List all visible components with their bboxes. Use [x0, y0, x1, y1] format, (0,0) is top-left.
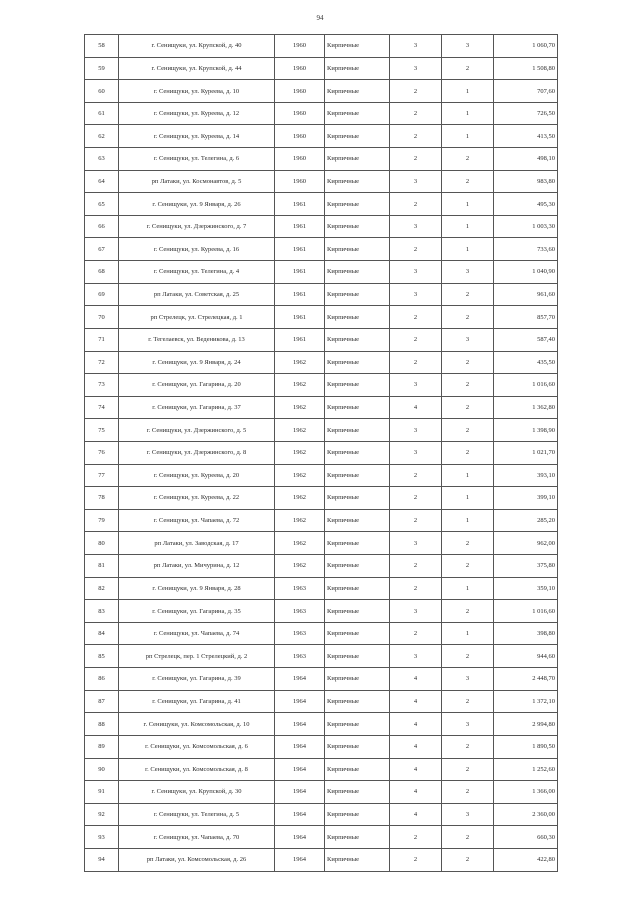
area-cell: 1 016,60 [494, 374, 558, 397]
area-cell: 1 508,80 [494, 57, 558, 80]
table-row [85, 193, 558, 216]
year-built-cell: 1960 [275, 170, 325, 193]
year-built-cell: 1960 [275, 80, 325, 103]
row-number-cell: 78 [85, 487, 119, 510]
wall-material-cell: Кирпичные [325, 193, 390, 216]
table-row [85, 419, 558, 442]
row-number-cell: 75 [85, 419, 119, 442]
area-cell: 660,30 [494, 826, 558, 849]
year-built-cell: 1961 [275, 306, 325, 329]
wall-material-cell: Кирпичные [325, 690, 390, 713]
entrances-cell: 1 [442, 487, 494, 510]
entrances-cell: 2 [442, 735, 494, 758]
year-built-cell: 1964 [275, 848, 325, 871]
table-row [85, 600, 558, 623]
row-number-cell: 73 [85, 374, 119, 397]
table-row [85, 215, 558, 238]
table-row [85, 238, 558, 261]
address-cell: г. Сенищуки, ул. Гагарина, д. 20 [119, 374, 275, 397]
table-row [85, 57, 558, 80]
row-number-cell: 91 [85, 781, 119, 804]
address-cell: г. Сенищуки, ул. Чапаева, д. 70 [119, 826, 275, 849]
floors-cell: 2 [390, 193, 442, 216]
row-number-cell: 82 [85, 577, 119, 600]
floors-cell: 4 [390, 396, 442, 419]
floors-cell: 2 [390, 328, 442, 351]
wall-material-cell: Кирпичные [325, 238, 390, 261]
housing-registry-table [84, 34, 558, 872]
row-number-cell: 88 [85, 713, 119, 736]
entrances-cell: 1 [442, 193, 494, 216]
row-number-cell: 69 [85, 283, 119, 306]
row-number-cell: 59 [85, 57, 119, 80]
year-built-cell: 1961 [275, 238, 325, 261]
floors-cell: 4 [390, 713, 442, 736]
entrances-cell: 2 [442, 645, 494, 668]
area-cell: 733,60 [494, 238, 558, 261]
area-cell: 495,30 [494, 193, 558, 216]
year-built-cell: 1962 [275, 396, 325, 419]
entrances-cell: 2 [442, 600, 494, 623]
area-cell: 1 060,70 [494, 35, 558, 58]
floors-cell: 3 [390, 532, 442, 555]
row-number-cell: 77 [85, 464, 119, 487]
entrances-cell: 3 [442, 328, 494, 351]
wall-material-cell: Кирпичные [325, 487, 390, 510]
entrances-cell: 3 [442, 713, 494, 736]
floors-cell: 4 [390, 781, 442, 804]
floors-cell: 2 [390, 148, 442, 171]
entrances-cell: 2 [442, 283, 494, 306]
area-cell: 498,10 [494, 148, 558, 171]
area-cell: 1 398,90 [494, 419, 558, 442]
address-cell: г. Сенищуки, ул. Гагарина, д. 35 [119, 600, 275, 623]
year-built-cell: 1964 [275, 735, 325, 758]
entrances-cell: 2 [442, 148, 494, 171]
row-number-cell: 81 [85, 555, 119, 578]
area-cell: 413,50 [494, 125, 558, 148]
area-cell: 1 016,60 [494, 600, 558, 623]
address-cell: г. Сенищуки, ул. Комсомольская, д. 10 [119, 713, 275, 736]
entrances-cell: 2 [442, 57, 494, 80]
table-row [85, 555, 558, 578]
row-number-cell: 71 [85, 328, 119, 351]
row-number-cell: 86 [85, 668, 119, 691]
floors-cell: 3 [390, 419, 442, 442]
floors-cell: 2 [390, 487, 442, 510]
year-built-cell: 1962 [275, 487, 325, 510]
row-number-cell: 79 [85, 509, 119, 532]
floors-cell: 2 [390, 464, 442, 487]
year-built-cell: 1962 [275, 555, 325, 578]
row-number-cell: 74 [85, 396, 119, 419]
entrances-cell: 2 [442, 555, 494, 578]
area-cell: 1 890,50 [494, 735, 558, 758]
wall-material-cell: Кирпичные [325, 464, 390, 487]
entrances-cell: 1 [442, 622, 494, 645]
address-cell: рп Латаки, ул. Советская, д. 25 [119, 283, 275, 306]
year-built-cell: 1960 [275, 102, 325, 125]
table-row [85, 713, 558, 736]
year-built-cell: 1964 [275, 781, 325, 804]
entrances-cell: 3 [442, 803, 494, 826]
year-built-cell: 1962 [275, 509, 325, 532]
floors-cell: 3 [390, 283, 442, 306]
floors-cell: 2 [390, 306, 442, 329]
row-number-cell: 80 [85, 532, 119, 555]
table-row [85, 283, 558, 306]
area-cell: 359,10 [494, 577, 558, 600]
address-cell: г. Сенищуки, ул. Куреева, д. 16 [119, 238, 275, 261]
row-number-cell: 67 [85, 238, 119, 261]
year-built-cell: 1962 [275, 419, 325, 442]
table-row [85, 351, 558, 374]
address-cell: г. Сенищуки, ул. Куреева, д. 22 [119, 487, 275, 510]
year-built-cell: 1962 [275, 532, 325, 555]
entrances-cell: 1 [442, 238, 494, 261]
table-row [85, 374, 558, 397]
table-row [85, 803, 558, 826]
floors-cell: 3 [390, 35, 442, 58]
year-built-cell: 1960 [275, 148, 325, 171]
entrances-cell: 3 [442, 261, 494, 284]
wall-material-cell: Кирпичные [325, 35, 390, 58]
wall-material-cell: Кирпичные [325, 600, 390, 623]
wall-material-cell: Кирпичные [325, 555, 390, 578]
table-row [85, 781, 558, 804]
wall-material-cell: Кирпичные [325, 668, 390, 691]
row-number-cell: 65 [85, 193, 119, 216]
table-row [85, 622, 558, 645]
floors-cell: 2 [390, 102, 442, 125]
entrances-cell: 1 [442, 125, 494, 148]
year-built-cell: 1964 [275, 758, 325, 781]
entrances-cell: 1 [442, 509, 494, 532]
wall-material-cell: Кирпичные [325, 215, 390, 238]
floors-cell: 3 [390, 261, 442, 284]
year-built-cell: 1961 [275, 215, 325, 238]
entrances-cell: 2 [442, 848, 494, 871]
area-cell: 398,80 [494, 622, 558, 645]
floors-cell: 2 [390, 555, 442, 578]
row-number-cell: 63 [85, 148, 119, 171]
floors-cell: 4 [390, 758, 442, 781]
floors-cell: 2 [390, 848, 442, 871]
entrances-cell: 2 [442, 351, 494, 374]
area-cell: 962,00 [494, 532, 558, 555]
floors-cell: 3 [390, 57, 442, 80]
year-built-cell: 1960 [275, 35, 325, 58]
area-cell: 2 448,70 [494, 668, 558, 691]
address-cell: г. Сенищуки, ул. Телегина, д. 4 [119, 261, 275, 284]
year-built-cell: 1960 [275, 57, 325, 80]
table-row [85, 577, 558, 600]
address-cell: г. Сенищуки, ул. Гагарина, д. 39 [119, 668, 275, 691]
wall-material-cell: Кирпичные [325, 102, 390, 125]
area-cell: 399,10 [494, 487, 558, 510]
row-number-cell: 83 [85, 600, 119, 623]
area-cell: 857,70 [494, 306, 558, 329]
address-cell: г. Сенищуки, ул. Дзержинского, д. 7 [119, 215, 275, 238]
area-cell: 1 372,10 [494, 690, 558, 713]
address-cell: г. Сенищуки, ул. Куреева, д. 14 [119, 125, 275, 148]
table-row [85, 35, 558, 58]
address-cell: рп Стрелецк, ул. Стрелецкая, д. 1 [119, 306, 275, 329]
table-row [85, 487, 558, 510]
address-cell: г. Сенищуки, ул. Гагарина, д. 41 [119, 690, 275, 713]
area-cell: 1 362,80 [494, 396, 558, 419]
wall-material-cell: Кирпичные [325, 396, 390, 419]
floors-cell: 4 [390, 668, 442, 691]
wall-material-cell: Кирпичные [325, 419, 390, 442]
entrances-cell: 2 [442, 758, 494, 781]
entrances-cell: 1 [442, 215, 494, 238]
year-built-cell: 1964 [275, 668, 325, 691]
floors-cell: 2 [390, 577, 442, 600]
page-number: 94 [316, 14, 324, 22]
area-cell: 422,80 [494, 848, 558, 871]
address-cell: рп Латаки, ул. Космонавтов, д. 5 [119, 170, 275, 193]
address-cell: г. Сенищуки, ул. Куреева, д. 12 [119, 102, 275, 125]
address-cell: рп Латаки, ул. Заводская, д. 17 [119, 532, 275, 555]
floors-cell: 3 [390, 170, 442, 193]
address-cell: г. Сенищуки, ул. 9 Января, д. 28 [119, 577, 275, 600]
area-cell: 435,50 [494, 351, 558, 374]
row-number-cell: 64 [85, 170, 119, 193]
area-cell: 2 994,80 [494, 713, 558, 736]
wall-material-cell: Кирпичные [325, 622, 390, 645]
wall-material-cell: Кирпичные [325, 57, 390, 80]
area-cell: 375,80 [494, 555, 558, 578]
area-cell: 944,60 [494, 645, 558, 668]
address-cell: г. Сенищуки, ул. Чапаева, д. 74 [119, 622, 275, 645]
entrances-cell: 2 [442, 374, 494, 397]
year-built-cell: 1962 [275, 351, 325, 374]
table-row [85, 125, 558, 148]
floors-cell: 4 [390, 735, 442, 758]
floors-cell: 2 [390, 826, 442, 849]
year-built-cell: 1961 [275, 283, 325, 306]
floors-cell: 2 [390, 238, 442, 261]
wall-material-cell: Кирпичные [325, 848, 390, 871]
row-number-cell: 61 [85, 102, 119, 125]
floors-cell: 3 [390, 645, 442, 668]
entrances-cell: 2 [442, 306, 494, 329]
address-cell: рп Латаки, ул. Комсомольская, д. 26 [119, 848, 275, 871]
row-number-cell: 90 [85, 758, 119, 781]
wall-material-cell: Кирпичные [325, 735, 390, 758]
year-built-cell: 1962 [275, 374, 325, 397]
year-built-cell: 1962 [275, 464, 325, 487]
entrances-cell: 2 [442, 781, 494, 804]
table-row [85, 758, 558, 781]
year-built-cell: 1961 [275, 328, 325, 351]
address-cell: г. Тегелаевск, ул. Веденикова, д. 13 [119, 328, 275, 351]
entrances-cell: 3 [442, 668, 494, 691]
row-number-cell: 62 [85, 125, 119, 148]
floors-cell: 2 [390, 509, 442, 532]
wall-material-cell: Кирпичные [325, 148, 390, 171]
year-built-cell: 1964 [275, 826, 325, 849]
table-row [85, 532, 558, 555]
wall-material-cell: Кирпичные [325, 577, 390, 600]
table-row [85, 690, 558, 713]
year-built-cell: 1964 [275, 713, 325, 736]
row-number-cell: 68 [85, 261, 119, 284]
row-number-cell: 85 [85, 645, 119, 668]
year-built-cell: 1963 [275, 645, 325, 668]
row-number-cell: 72 [85, 351, 119, 374]
table-row [85, 735, 558, 758]
address-cell: рп Стрелецк, пер. 1 Стрелецкий, д. 2 [119, 645, 275, 668]
entrances-cell: 1 [442, 577, 494, 600]
wall-material-cell: Кирпичные [325, 351, 390, 374]
wall-material-cell: Кирпичные [325, 803, 390, 826]
address-cell: г. Сенищуки, ул. Телегина, д. 6 [119, 148, 275, 171]
year-built-cell: 1961 [275, 261, 325, 284]
wall-material-cell: Кирпичные [325, 509, 390, 532]
address-cell: г. Сенищуки, ул. Крупской, д. 40 [119, 35, 275, 58]
table-row [85, 826, 558, 849]
row-number-cell: 92 [85, 803, 119, 826]
row-number-cell: 60 [85, 80, 119, 103]
address-cell: г. Сенищуки, ул. Куреева, д. 20 [119, 464, 275, 487]
entrances-cell: 1 [442, 102, 494, 125]
wall-material-cell: Кирпичные [325, 758, 390, 781]
address-cell: г. Сенищуки, ул. Телегина, д. 5 [119, 803, 275, 826]
area-cell: 707,60 [494, 80, 558, 103]
area-cell: 285,20 [494, 509, 558, 532]
area-cell: 2 360,00 [494, 803, 558, 826]
row-number-cell: 89 [85, 735, 119, 758]
table-body [85, 35, 558, 872]
address-cell: г. Сенищуки, ул. Гагарина, д. 37 [119, 396, 275, 419]
address-cell: г. Сенищуки, ул. 9 Января, д. 26 [119, 193, 275, 216]
wall-material-cell: Кирпичные [325, 328, 390, 351]
table-row [85, 509, 558, 532]
table-row [85, 148, 558, 171]
area-cell: 983,80 [494, 170, 558, 193]
floors-cell: 2 [390, 125, 442, 148]
row-number-cell: 70 [85, 306, 119, 329]
area-cell: 1 252,60 [494, 758, 558, 781]
wall-material-cell: Кирпичные [325, 781, 390, 804]
floors-cell: 3 [390, 374, 442, 397]
row-number-cell: 94 [85, 848, 119, 871]
entrances-cell: 2 [442, 826, 494, 849]
floors-cell: 2 [390, 80, 442, 103]
area-cell: 393,10 [494, 464, 558, 487]
address-cell: г. Сенищуки, ул. Куреева, д. 10 [119, 80, 275, 103]
wall-material-cell: Кирпичные [325, 306, 390, 329]
address-cell: рп Латаки, ул. Мичурина, д. 12 [119, 555, 275, 578]
entrances-cell: 1 [442, 80, 494, 103]
year-built-cell: 1963 [275, 577, 325, 600]
floors-cell: 3 [390, 600, 442, 623]
floors-cell: 4 [390, 690, 442, 713]
area-cell: 726,50 [494, 102, 558, 125]
area-cell: 961,60 [494, 283, 558, 306]
floors-cell: 3 [390, 215, 442, 238]
row-number-cell: 84 [85, 622, 119, 645]
row-number-cell: 93 [85, 826, 119, 849]
year-built-cell: 1964 [275, 690, 325, 713]
table-row [85, 170, 558, 193]
table-row [85, 306, 558, 329]
row-number-cell: 66 [85, 215, 119, 238]
year-built-cell: 1962 [275, 441, 325, 464]
address-cell: г. Сенищуки, ул. Комсомольская, д. 6 [119, 735, 275, 758]
wall-material-cell: Кирпичные [325, 283, 390, 306]
area-cell: 1 003,30 [494, 215, 558, 238]
table-row [85, 396, 558, 419]
table-row [85, 464, 558, 487]
address-cell: г. Сенищуки, ул. Дзержинского, д. 8 [119, 441, 275, 464]
area-cell: 1 366,00 [494, 781, 558, 804]
entrances-cell: 2 [442, 170, 494, 193]
wall-material-cell: Кирпичные [325, 125, 390, 148]
wall-material-cell: Кирпичные [325, 532, 390, 555]
table-row [85, 668, 558, 691]
entrances-cell: 3 [442, 35, 494, 58]
wall-material-cell: Кирпичные [325, 261, 390, 284]
wall-material-cell: Кирпичные [325, 645, 390, 668]
wall-material-cell: Кирпичные [325, 170, 390, 193]
entrances-cell: 2 [442, 441, 494, 464]
row-number-cell: 76 [85, 441, 119, 464]
wall-material-cell: Кирпичные [325, 80, 390, 103]
year-built-cell: 1963 [275, 600, 325, 623]
entrances-cell: 1 [442, 464, 494, 487]
area-cell: 1 021,70 [494, 441, 558, 464]
year-built-cell: 1960 [275, 125, 325, 148]
wall-material-cell: Кирпичные [325, 374, 390, 397]
table-row [85, 261, 558, 284]
floors-cell: 2 [390, 622, 442, 645]
table-row [85, 328, 558, 351]
table-row [85, 102, 558, 125]
entrances-cell: 2 [442, 419, 494, 442]
wall-material-cell: Кирпичные [325, 826, 390, 849]
year-built-cell: 1961 [275, 193, 325, 216]
table-row [85, 645, 558, 668]
wall-material-cell: Кирпичные [325, 713, 390, 736]
floors-cell: 4 [390, 803, 442, 826]
floors-cell: 3 [390, 441, 442, 464]
row-number-cell: 58 [85, 35, 119, 58]
address-cell: г. Сенищуки, ул. Крупской, д. 44 [119, 57, 275, 80]
table-row [85, 848, 558, 871]
wall-material-cell: Кирпичные [325, 441, 390, 464]
table-row [85, 80, 558, 103]
entrances-cell: 2 [442, 532, 494, 555]
year-built-cell: 1963 [275, 622, 325, 645]
address-cell: г. Сенищуки, ул. Комсомольская, д. 8 [119, 758, 275, 781]
address-cell: г. Сенищуки, ул. 9 Января, д. 24 [119, 351, 275, 374]
floors-cell: 2 [390, 351, 442, 374]
table-row [85, 441, 558, 464]
row-number-cell: 87 [85, 690, 119, 713]
entrances-cell: 2 [442, 690, 494, 713]
area-cell: 1 040,90 [494, 261, 558, 284]
entrances-cell: 2 [442, 396, 494, 419]
address-cell: г. Сенищуки, ул. Крупской, д. 30 [119, 781, 275, 804]
year-built-cell: 1964 [275, 803, 325, 826]
area-cell: 587,40 [494, 328, 558, 351]
address-cell: г. Сенищуки, ул. Дзержинского, д. 5 [119, 419, 275, 442]
address-cell: г. Сенищуки, ул. Чапаева, д. 72 [119, 509, 275, 532]
